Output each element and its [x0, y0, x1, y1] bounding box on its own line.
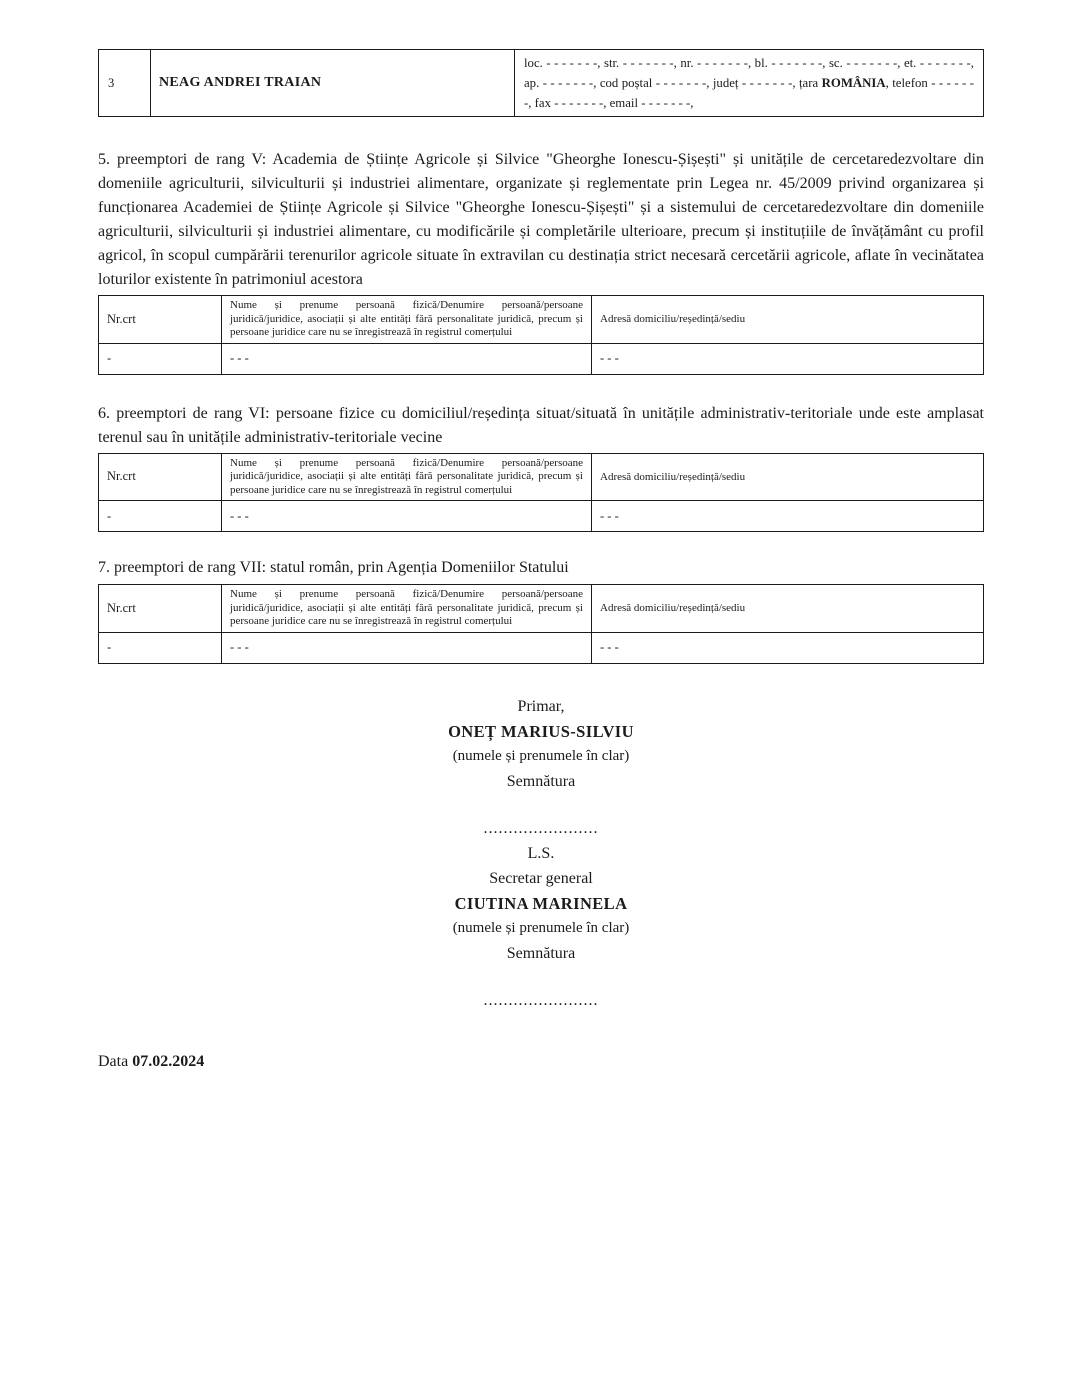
empty-address-cell: - - - — [592, 632, 984, 663]
date-value: 07.02.2024 — [132, 1052, 205, 1070]
empty-name-cell: - - - — [222, 343, 592, 374]
empty-nr-cell: - — [99, 501, 222, 532]
table-empty-row — [99, 343, 984, 374]
address-text: loc. - - - - - - -, str. - - - - - - -, nr. - - - - - - -, bl. - - - - - - -, sc. - - - - - - -, et. - - - - - - -, ap. - - - - - - -, cod poștal - - - - - - -, județ - - - - - - -, țara — [524, 56, 974, 90]
rank7-heading: 7. preemptori de rang VII: statul român, prin Agenția Domeniilor Statului — [98, 559, 569, 576]
rank6-heading: 6. preemptori de rang VI: persoane fizice cu domiciliul/reședința situat/situată în unitățile administrativ-teritoriale unde este amplasat terenul sau în unitățile administrativ-teritoriale vecine — [98, 404, 984, 446]
table-row — [99, 50, 984, 117]
empty-name-cell: - - - — [222, 501, 592, 532]
secretary-name: CIUTINA MARINELA — [454, 893, 628, 913]
table-empty-row — [99, 501, 984, 532]
secretary-signature-label: Semnătura — [506, 944, 576, 962]
header-name: Nume și prenume persoană fizică/Denumire persoană/persoane juridică/juridice, asociații și alte entități fără personalitate juridică, precum și persoane juridice care nu se înregistrează în registrul comerțului — [222, 585, 592, 633]
mayor-name: ONEȚ MARIUS-SILVIU — [448, 721, 634, 741]
table-header-row — [99, 453, 984, 501]
stamp-label: L.S. — [527, 844, 555, 862]
table-header-row — [99, 585, 984, 633]
empty-nr-cell: - — [99, 632, 222, 663]
header-address: Adresă domiciliu/reședință/sediu — [592, 296, 984, 344]
date-line — [98, 1053, 984, 1071]
preemptor-address-cell — [515, 50, 984, 117]
header-nr-crt: Nr.crt — [99, 585, 222, 633]
document-content — [98, 0, 984, 1071]
rank5-preemptor-table — [98, 295, 984, 375]
header-name: Nume și prenume persoană fizică/Denumire persoană/persoane juridică/juridice, asociații și alte entități fără personalitate juridică, precum și persoane juridice care nu se înregistrează în registrul comerțului — [222, 453, 592, 501]
preemptor-continuation-table — [98, 49, 984, 117]
mayor-signature-label: Semnătura — [506, 772, 576, 790]
preemptor-name-cell: NEAG ANDREI TRAIAN — [151, 50, 515, 117]
signature-block — [98, 694, 984, 1013]
mayor-signature-line: ....................... — [483, 819, 599, 837]
table-header-row — [99, 296, 984, 344]
mayor-title: Primar, — [517, 697, 565, 715]
address-country: ROMÂNIA — [821, 76, 886, 90]
secretary-title: Secretar general — [489, 869, 593, 887]
rank6-preemptor-table — [98, 453, 984, 533]
address-text-after: , telefon - - - - - - -, fax - - - - - - -, email - - - - - - -, — [524, 76, 974, 110]
secretary-name-note: (numele și prenumele în clar) — [452, 919, 630, 936]
rank7-preemptor-table — [98, 584, 984, 664]
empty-name-cell: - - - — [222, 632, 592, 663]
rank5-heading: 5. preemptori de rang V: Academia de Științe Agricole și Silvice "Gheorghe Ionescu-Șișești" și unitățile de cercetaredezvoltare din domeniile agriculturii, silviculturii și industriei alimentare, organizate și reglementate prin Legea nr. 45/2009 privind organizarea și funcționarea Academiei de Științe Agricole și Silvice "Gheorghe Ionescu-Șișești" și a sistemului de cercetaredezvoltare din domeniile agriculturii, silviculturii și industriei alimentare, cu modificările și completările ulterioare, precum și instituțiile de învățământ cu profil agricol, în scopul cumpărării terenurilor agricole situate în extravilan cu destinația strict necesară cercetării agricole, aflate în vecinătatea loturilor existente în patrimoniul acestora — [98, 151, 984, 288]
empty-address-cell: - - - — [592, 343, 984, 374]
date-label: Data — [98, 1052, 133, 1070]
table-empty-row — [99, 632, 984, 663]
header-nr-crt: Nr.crt — [99, 453, 222, 501]
mayor-name-note: (numele și prenumele în clar) — [452, 747, 630, 764]
secretary-signature-line: ....................... — [483, 991, 599, 1009]
empty-nr-cell: - — [99, 343, 222, 374]
header-address: Adresă domiciliu/reședință/sediu — [592, 453, 984, 501]
header-nr-crt: Nr.crt — [99, 296, 222, 344]
empty-address-cell: - - - — [592, 501, 984, 532]
row-number-cell: 3 — [99, 50, 151, 117]
header-name: Nume și prenume persoană fizică/Denumire persoană/persoane juridică/juridice, asociații și alte entități fără personalitate juridică, precum și persoane juridice care nu se înregistrează în registrul comerțului — [222, 296, 592, 344]
header-address: Adresă domiciliu/reședință/sediu — [592, 585, 984, 633]
